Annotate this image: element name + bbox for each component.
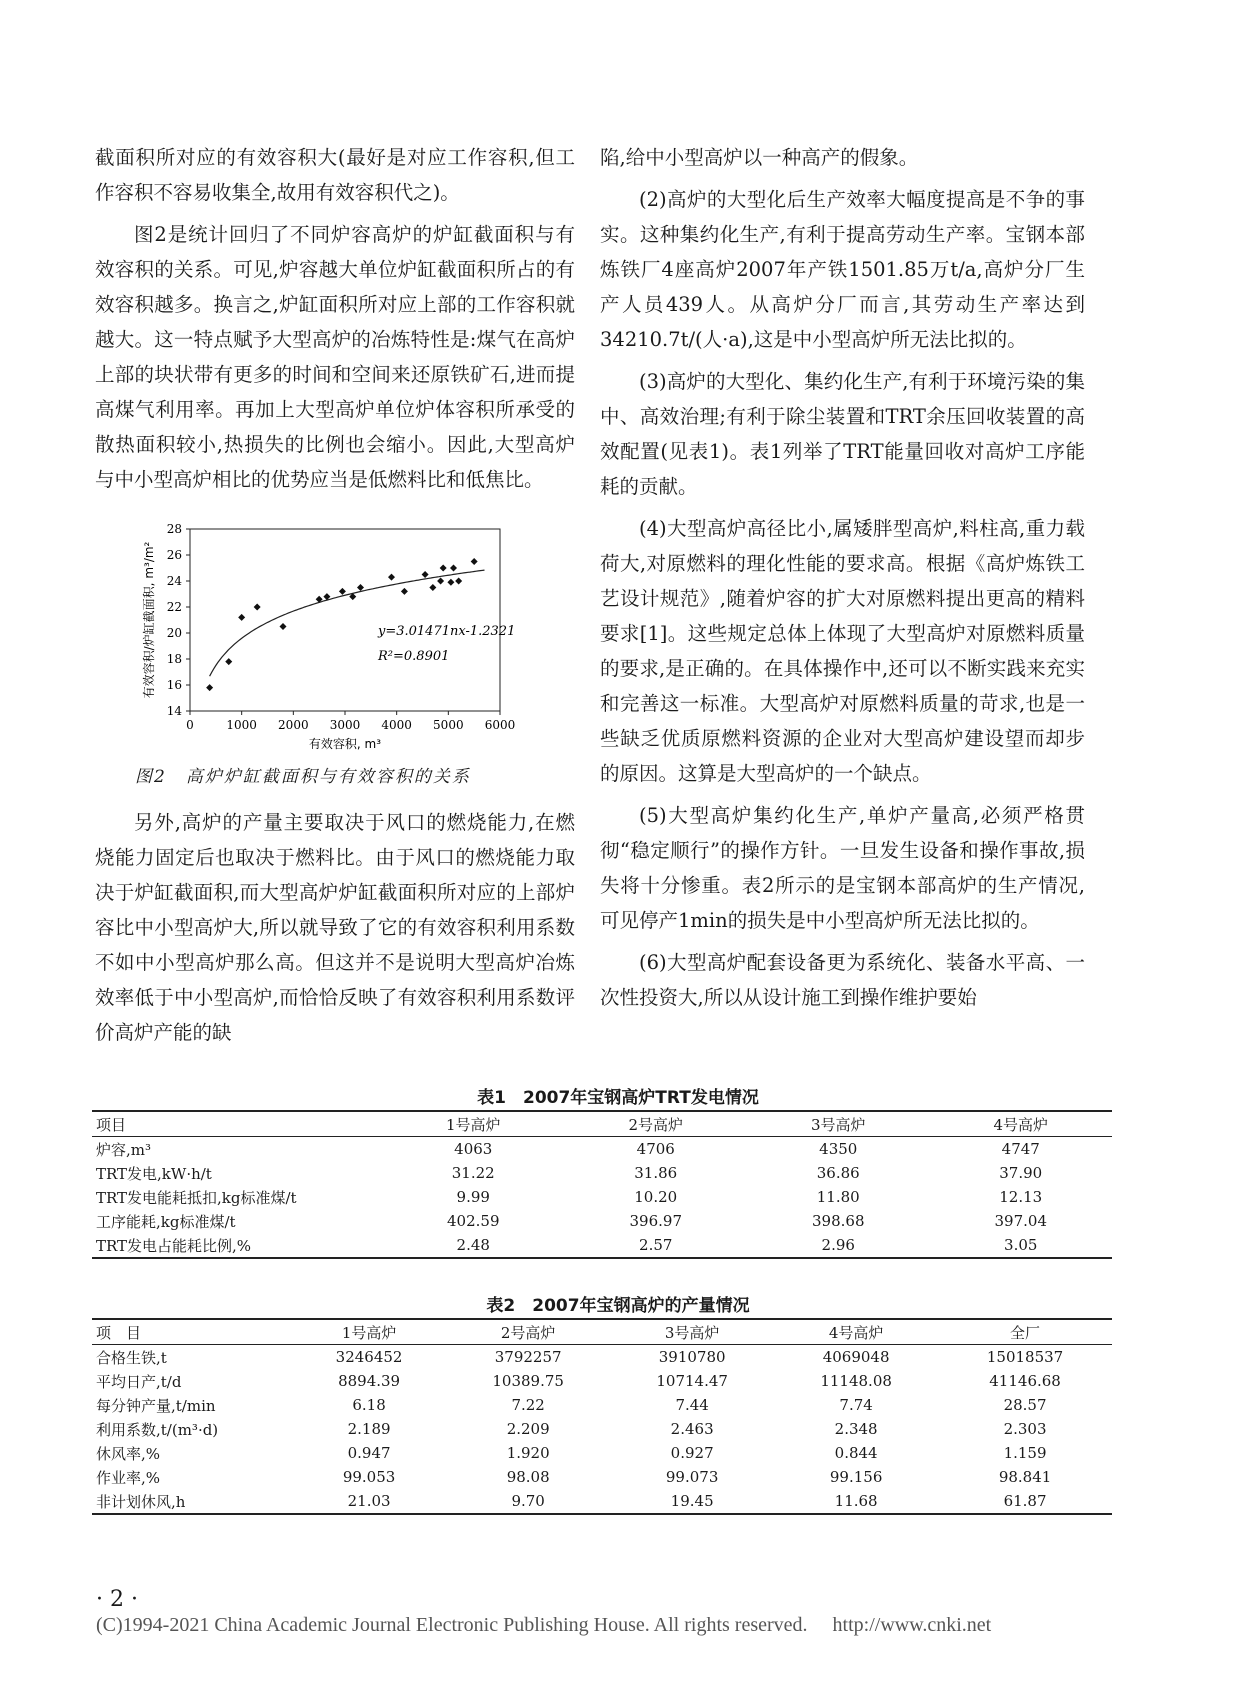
table-cell: 10.20: [634, 1188, 678, 1206]
data-point: [401, 588, 408, 595]
y-tick-label: 18: [166, 652, 182, 666]
table-cell: 10389.75: [492, 1372, 564, 1390]
table-cell: 31.86: [634, 1164, 678, 1182]
table-cell: 平均日产,t/d: [96, 1372, 182, 1391]
copyright-text: (C)1994-2021 China Academic Journal Electronic Publishing House. All rights reserved.: [96, 1614, 808, 1636]
table-cell: 1.159: [1003, 1444, 1047, 1462]
x-axis-label: 有效容积, m³: [308, 737, 382, 751]
table-cell: 4747: [1001, 1140, 1040, 1158]
data-point: [357, 584, 364, 591]
table-cell: 炉容,m³: [96, 1140, 152, 1159]
data-point: [238, 614, 245, 621]
table-cell: 利用系数,t/(m³·d): [96, 1420, 219, 1439]
table-cell: 41146.68: [989, 1372, 1061, 1390]
y-axis-label: 有效容积/炉缸截面积, m³/m²: [142, 541, 156, 699]
x-tick-label: 0: [186, 718, 194, 732]
table-cell: 402.59: [447, 1212, 500, 1230]
table-cell: 4063: [454, 1140, 493, 1158]
table-header-cell: 3号高炉: [664, 1323, 720, 1342]
table-row: [92, 1441, 1112, 1465]
table-cell: 休风率,%: [96, 1444, 161, 1463]
y-tick-label: 22: [166, 600, 182, 614]
table-row: [92, 1489, 1112, 1514]
table-cell: 98.841: [998, 1468, 1052, 1486]
table-cell: TRT发电能耗抵扣,kg标准煤/t: [96, 1188, 297, 1207]
table-cell: 37.90: [999, 1164, 1043, 1182]
table-cell: 3910780: [658, 1348, 726, 1366]
scatter-chart: [95, 511, 575, 756]
table-row: [92, 1417, 1112, 1441]
table-cell: 21.03: [347, 1492, 391, 1510]
table-2: [92, 1318, 1112, 1515]
table-cell: 3246452: [335, 1348, 403, 1366]
data-point: [339, 588, 346, 595]
table-cell: 397.04: [994, 1212, 1047, 1230]
table-cell: 作业率,%: [96, 1468, 161, 1487]
table-cell: 28.57: [1003, 1396, 1047, 1414]
table-header-cell: 全厂: [1010, 1323, 1041, 1342]
table-cell: 10714.47: [656, 1372, 728, 1390]
x-tick-label: 5000: [433, 718, 464, 732]
x-tick-label: 3000: [329, 718, 361, 732]
table-cell: 非计划休风,h: [96, 1492, 186, 1511]
data-point: [206, 684, 213, 691]
left-paragraph-2: 图2是统计回归了不同炉容高炉的炉缸截面积与有效容积的关系。可见,炉容越大单位炉缸截面积所占的有效容积越多。换言之,炉缸面积所对应上部的工作容积就越大。这一特点赋予大型高炉的冶炼特性是:煤气在高炉上部的块状带有更多的时间和空间来还原铁矿石,进而提高煤气利用率。再加上大型高炉单位炉体容积所承受的散热面积较小,热损失的比例也会缩小。因此,大型高炉与中小型高炉相比的优势应当是低燃料比和低焦比。: [95, 223, 575, 491]
figure-2: [95, 511, 575, 756]
table-cell: 9.99: [456, 1188, 490, 1206]
table-cell: 2.96: [821, 1236, 855, 1254]
right-paragraph-3: (3)高炉的大型化、集约化生产,有利于环境污染的集中、高效治理;有利于除尘装置和TRT余压回收装置的高效配置(见表1)。表1列举了TRT能量回收对高炉工序能耗的贡献。: [600, 370, 1085, 498]
table-header-cell: 2号高炉: [628, 1115, 684, 1134]
data-point: [280, 623, 287, 630]
table-cell: 15018537: [986, 1348, 1064, 1366]
table-header-row: [92, 1319, 1112, 1345]
x-tick-label: 1000: [226, 718, 257, 732]
left-paragraph-3: 另外,高炉的产量主要取决于风口的燃烧能力,在燃烧能力固定后也取决于燃料比。由于风口的燃烧能力取决于炉缸截面积,而大型高炉炉缸截面积所对应的上部炉容比中小型高炉大,所以就导致了它的有效容积利用系数不如中小型高炉那么高。但这并不是说明大型高炉冶炼效率低于中小型高炉,而恰恰反映了有效容积利用系数评价高炉产能的缺: [95, 811, 575, 1044]
table-cell: 0.947: [347, 1444, 391, 1462]
table-row: [92, 1209, 1112, 1233]
data-point: [450, 565, 457, 572]
table-cell: 19.45: [670, 1492, 714, 1510]
data-point: [471, 558, 478, 565]
table-cell: 7.44: [675, 1396, 709, 1414]
table-2-title: 表2 2007年宝钢高炉的产量情况: [486, 1296, 750, 1316]
table-header-cell: 1号高炉: [341, 1323, 397, 1342]
table-header-cell: 项 目: [96, 1323, 142, 1342]
r-squared: R²=0.8901: [378, 649, 450, 664]
table-cell: 11.80: [816, 1188, 860, 1206]
table-header-cell: 4号高炉: [993, 1115, 1049, 1134]
table-row: [92, 1233, 1112, 1258]
data-point: [437, 578, 444, 585]
table-cell: 98.08: [506, 1468, 550, 1486]
table-cell: 2.348: [834, 1420, 878, 1438]
table-row: [92, 1161, 1112, 1185]
x-tick-label: 4000: [381, 718, 412, 732]
table-cell: 9.70: [511, 1492, 545, 1510]
table-cell: 2.189: [347, 1420, 391, 1438]
table-row: [92, 1369, 1112, 1393]
table-cell: 396.97: [629, 1212, 682, 1230]
left-column: [95, 140, 575, 1050]
data-point: [422, 571, 429, 578]
table-header-row: [92, 1111, 1112, 1137]
right-paragraph-5: (5)大型高炉集约化生产,单炉产量高,必须严格贯彻“稳定顺行”的操作方针。一旦发生设备和操作事故,损失将十分惨重。表2所示的是宝钢本部高炉的生产情况,可见停产1min的损失是中小型高炉所无法比拟的。: [600, 804, 1085, 932]
table-cell: 2.48: [456, 1236, 490, 1254]
table-cell: 2.463: [670, 1420, 714, 1438]
table-cell: TRT发电占能耗比例,%: [96, 1236, 252, 1255]
table-cell: 4706: [636, 1140, 675, 1158]
y-tick-label: 16: [166, 678, 182, 692]
data-point: [225, 658, 232, 665]
data-point: [429, 584, 436, 591]
table-cell: 0.927: [670, 1444, 714, 1462]
right-paragraph-4: (4)大型高炉高径比小,属矮胖型高炉,料柱高,重力载荷大,对原燃料的理化性能的要求高。根据《高炉炼铁工艺设计规范》,随着炉容的扩大对原燃料提出更高的精料要求[1]。这些规定总体上体现了大型高炉对原燃料质量的要求,是正确的。在具体操作中,还可以不断实践来充实和完善这一标准。大型高炉对原燃料质量的苛求,也是一些缺乏优质原燃料资源的企业对大型高炉建设望而却步的原因。这算是大型高炉的一个缺点。: [600, 517, 1085, 785]
table-cell: 398.68: [812, 1212, 865, 1230]
page-number: · 2 ·: [96, 1587, 138, 1612]
y-tick-label: 20: [166, 626, 182, 640]
table-cell: 3.05: [1004, 1236, 1038, 1254]
y-tick-label: 26: [166, 548, 182, 562]
table-row: [92, 1345, 1112, 1370]
table-cell: 31.22: [451, 1164, 495, 1182]
table-cell: 8894.39: [338, 1372, 401, 1390]
table-header-cell: 项目: [96, 1115, 127, 1134]
right-paragraph-1: 陷,给中小型高炉以一种高产的假象。: [600, 146, 919, 169]
table-cell: 11.68: [834, 1492, 878, 1510]
table-cell: 61.87: [1003, 1492, 1047, 1510]
table-cell: 2.57: [639, 1236, 673, 1254]
table-header-cell: 4号高炉: [828, 1323, 884, 1342]
table-cell: 4069048: [822, 1348, 890, 1366]
table-cell: 7.74: [839, 1396, 873, 1414]
fit-equation: y=3.01471nx-1.2321: [378, 624, 516, 639]
table-cell: 99.156: [829, 1468, 883, 1486]
table-header-cell: 3号高炉: [810, 1115, 866, 1134]
x-tick-label: 2000: [278, 718, 309, 732]
table-row: [92, 1185, 1112, 1209]
table-cell: 3792257: [494, 1348, 562, 1366]
table-cell: TRT发电,kW·h/t: [96, 1164, 212, 1183]
table-cell: 12.13: [999, 1188, 1043, 1206]
table-cell: 4350: [819, 1140, 858, 1158]
table-cell: 1.920: [506, 1444, 550, 1462]
table-cell: 99.053: [342, 1468, 396, 1486]
table-cell: 7.22: [511, 1396, 545, 1414]
right-column: [600, 140, 1085, 1015]
table-cell: 0.844: [834, 1444, 878, 1462]
copyright-footer: [96, 1614, 1011, 1637]
data-point: [254, 604, 261, 611]
table-cell: 36.86: [816, 1164, 860, 1182]
y-tick-label: 24: [166, 574, 182, 588]
table-header-cell: 2号高炉: [500, 1323, 556, 1342]
data-point: [388, 574, 395, 581]
plot-frame: [190, 529, 500, 711]
table-row: [92, 1393, 1112, 1417]
table-header-cell: 1号高炉: [445, 1115, 501, 1134]
table-cell: 每分钟产量,t/min: [96, 1396, 216, 1415]
table-1-title: 表1 2007年宝钢高炉TRT发电情况: [477, 1088, 759, 1108]
table-cell: 6.18: [352, 1396, 386, 1414]
table-cell: 2.303: [1003, 1420, 1047, 1438]
footer-url[interactable]: http://www.cnki.net: [832, 1614, 992, 1636]
data-point: [447, 579, 454, 586]
table-row: [92, 1137, 1112, 1162]
figure-caption: 图2 高炉炉缸截面积与有效容积的关系: [135, 767, 471, 787]
table-cell: 99.073: [665, 1468, 719, 1486]
data-point: [455, 578, 462, 585]
y-tick-label: 28: [166, 522, 182, 536]
table-cell: 工序能耗,kg标准煤/t: [96, 1212, 236, 1231]
right-paragraph-2: (2)高炉的大型化后生产效率大幅度提高是不争的事实。这种集约化生产,有利于提高劳动生产率。宝钢本部炼铁厂4座高炉2007年产铁1501.85万t/a,高炉分厂生产人员439人。从高炉分厂而言,其劳动生产率达到34210.7t/(人·a),这是中小型高炉所无法比拟的。: [600, 188, 1085, 351]
table-1: [92, 1110, 1112, 1259]
right-paragraph-6: (6)大型高炉配套设备更为系统化、装备水平高、一次性投资大,所以从设计施工到操作维护要始: [600, 951, 1085, 1009]
left-paragraph-1: 截面积所对应的有效容积大(最好是对应工作容积,但工作容积不容易收集全,故用有效容积代之)。: [95, 146, 575, 204]
x-tick-label: 6000: [484, 718, 516, 732]
y-tick-label: 14: [166, 704, 182, 718]
table-cell: 合格生铁,t: [96, 1348, 167, 1367]
table-cell: 11148.08: [820, 1372, 892, 1390]
table-row: [92, 1465, 1112, 1489]
table-cell: 2.209: [506, 1420, 550, 1438]
data-point: [440, 565, 447, 572]
